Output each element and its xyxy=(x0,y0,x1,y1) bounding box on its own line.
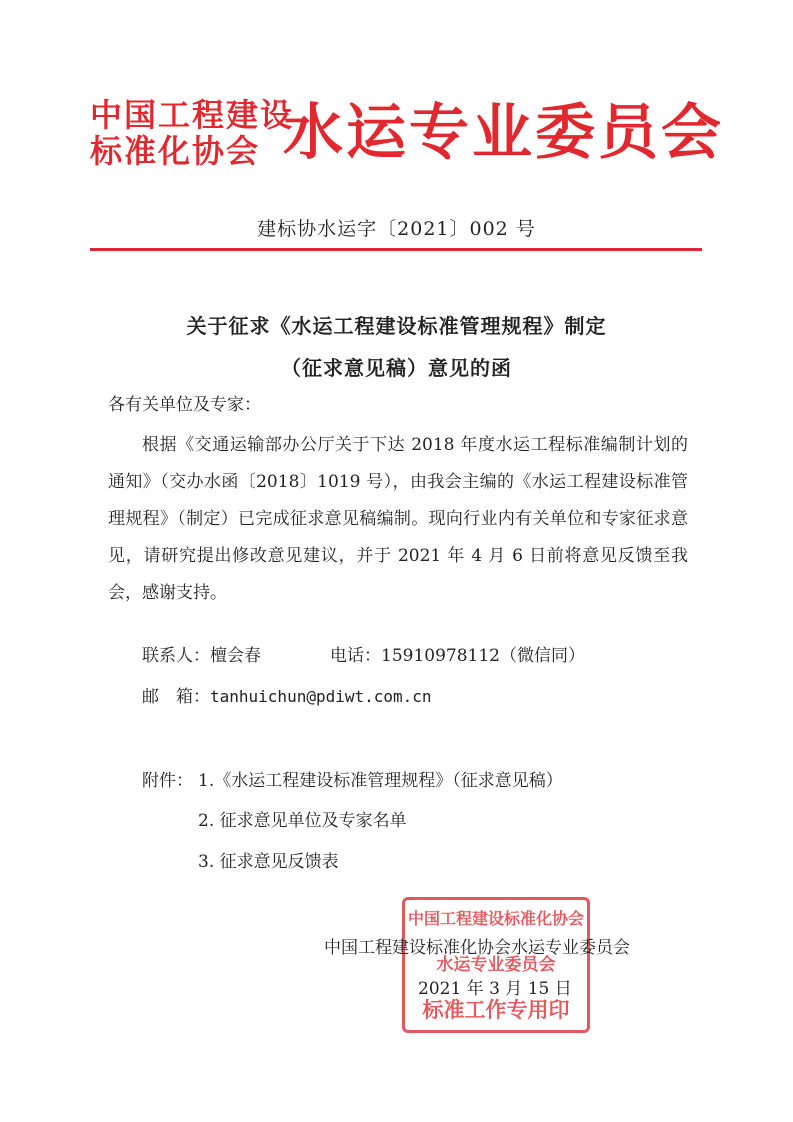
phone-value: 15910978112（微信同） xyxy=(381,646,585,666)
signer-organization: 中国工程建设标准化协会水运专业委员会 xyxy=(324,938,630,958)
official-seal xyxy=(402,897,590,1033)
letterhead-org-line1: 中国工程建设 xyxy=(90,96,295,134)
phone-label: 电话： xyxy=(330,646,381,666)
seal-line2: 水运专业委员会 xyxy=(436,955,556,975)
contact-phone-row xyxy=(330,645,585,667)
attachment-item-1: 1.《水运工程建设标准管理规程》（征求意见稿） xyxy=(198,771,563,791)
contact-person-row xyxy=(142,645,261,667)
letterhead-divider xyxy=(90,248,702,251)
attachment-item-3: 3. 征求意见反馈表 xyxy=(198,852,339,872)
email-value: tanhuichun@pdiwt.com.cn xyxy=(210,687,432,706)
body-paragraph: 根据《交通运输部办公厅关于下达 2018 年度水运工程标准编制计划的通知》（交办水函〔2018〕1019 号），由我会主编的《水运工程建设标准管理规程》（制定）已完成征求意见稿编制。现向行业内有关单位和专家征求意见，请研究提出修改意见建议，并于 2021 年 4 月 6 日前将意见反馈至我会，感谢支持。 xyxy=(108,435,688,603)
email-label: 邮 箱： xyxy=(142,687,210,707)
salutation: 各有关单位及专家： xyxy=(108,395,261,415)
signing-date: 2021 年 3 月 15 日 xyxy=(418,979,572,999)
attachments-label: 附件： xyxy=(142,771,193,791)
letterhead-committee: 水运专业委员会 xyxy=(283,98,724,168)
letterhead-org-line2: 标准化协会 xyxy=(90,132,261,170)
contact-label: 联系人： xyxy=(142,646,210,666)
document-number: 建标协水运字〔2021〕002 号 xyxy=(257,218,536,240)
seal-line3: 标准工作专用印 xyxy=(422,998,570,1022)
seal-line1: 中国工程建设标准化协会 xyxy=(407,909,584,928)
title-line2: （征求意见稿）意见的函 xyxy=(281,356,512,380)
contact-email-row xyxy=(142,686,432,708)
title-line1: 关于征求《水运工程建设标准管理规程》制定 xyxy=(186,314,607,338)
attachment-item-2: 2. 征求意见单位及专家名单 xyxy=(198,811,407,831)
contact-name: 檀会春 xyxy=(210,646,261,666)
